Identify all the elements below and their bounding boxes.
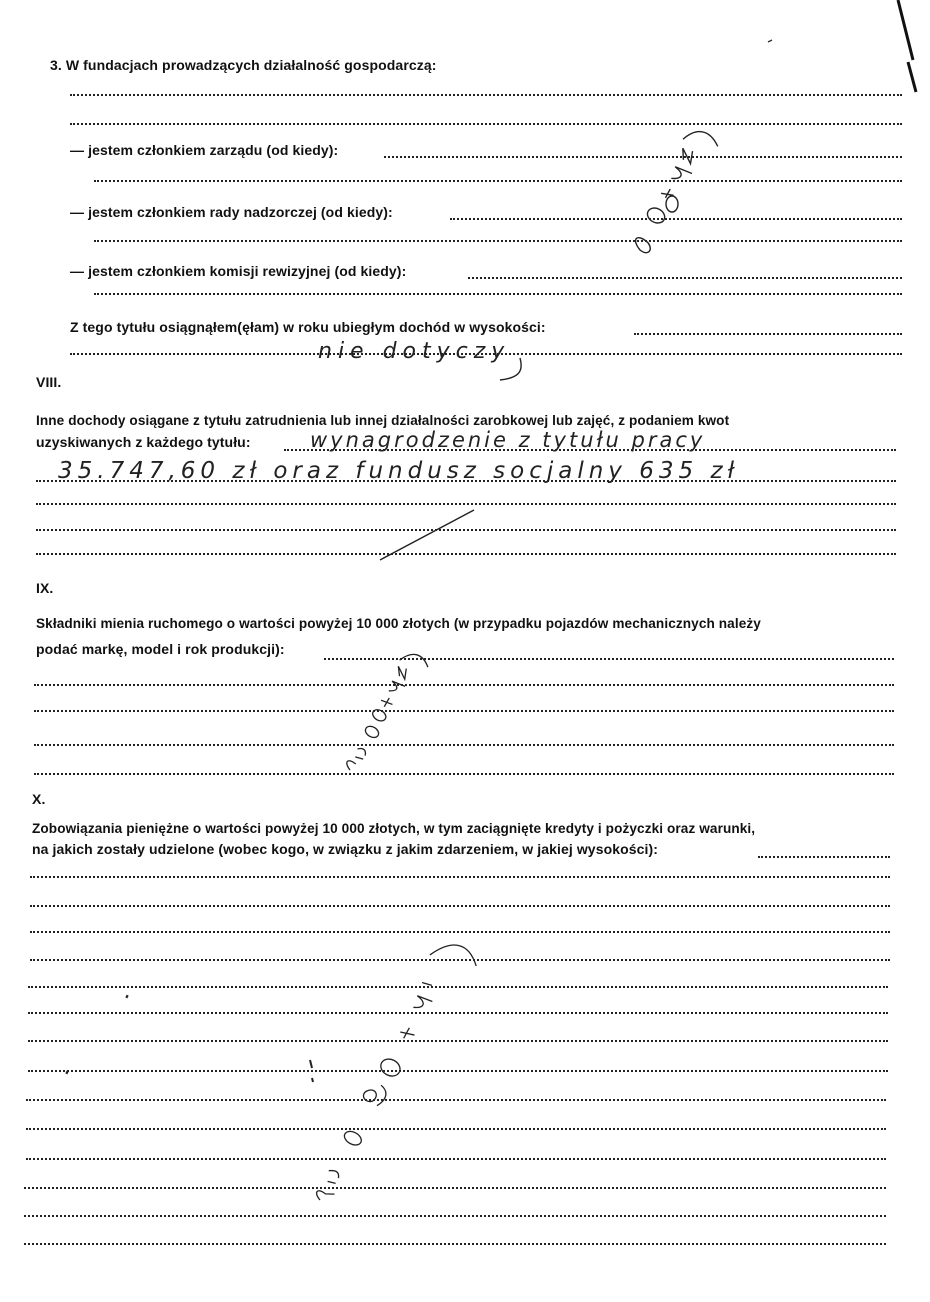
answer-line [24,1215,886,1217]
answer-line [28,1040,888,1042]
answer-line [70,123,902,125]
handwritten-employment-line2: 35.747,60 zł oraz fundusz socjalny 635 zł [58,458,740,484]
answer-line [324,658,894,660]
audit-committee-label: — jestem członkiem komisji rewizyjnej (od kiedy): [70,263,407,279]
answer-line [26,1158,886,1160]
answer-line [70,94,902,96]
answer-line [384,156,902,158]
answer-line [450,218,902,220]
answer-line [30,876,890,878]
answer-line [26,1128,886,1130]
section8-text-line1: Inne dochody osiągane z tytułu zatrudnienia lub innej działalności zarobkowej lub zajęć, z podaniem kwot [36,413,730,428]
section9-text-line1: Składniki mienia ruchomego o wartości powyżej 10 000 złotych (w przypadku pojazdów mechanicznych należy [36,616,761,631]
answer-line [36,480,896,482]
answer-line [468,277,902,279]
answer-line [94,293,902,295]
handwritten-employment-line1: wynagrodzenie z tytułu pracy [310,428,706,452]
answer-line [30,931,890,933]
supervisory-board-label: — jestem członkiem rady nadzorczej (od kiedy): [70,204,393,220]
section3-heading: 3. W fundacjach prowadzących działalność gospodarczą: [50,57,437,73]
answer-line [758,856,890,858]
answer-line [30,959,890,961]
section9-text-line2: podać markę, model i rok produkcji): [36,641,285,657]
answer-line [36,529,896,531]
section9-numeral: IX. [36,580,54,596]
answer-line [24,1187,886,1189]
answer-line [34,744,894,746]
answer-line [70,353,902,355]
answer-line [24,1243,886,1245]
answer-line [34,710,894,712]
answer-line [36,503,896,505]
answer-line [94,180,902,182]
section10-numeral: X. [32,791,46,807]
section8-numeral: VIII. [36,374,62,390]
board-member-label: — jestem członkiem zarządu (od kiedy): [70,142,339,158]
answer-line [634,333,902,335]
section8-text-line2: uzyskiwanych z każdego tytułu: [36,434,251,450]
answer-line [284,449,896,451]
answer-line [36,553,896,555]
answer-line [28,1070,888,1072]
answer-line [94,240,902,242]
answer-line [34,773,894,775]
answer-line [28,986,888,988]
answer-line [26,1099,886,1101]
handwritten-income-answer: nie dotyczy [318,339,511,364]
section10-text-line1: Zobowiązania pieniężne o wartości powyżej 10 000 złotych, w tym zaciągnięte kredyty i pożyczki oraz warunki, [32,821,756,836]
section10-text-line2: na jakich zostały udzielone (wobec kogo, w związku z jakim zdarzeniem, w jakiej wysokości): [32,841,659,857]
income-label: Z tego tytułu osiągnąłem(ęłam) w roku ubiegłym dochód w wysokości: [70,319,546,335]
answer-line [28,1012,888,1014]
answer-line [30,905,890,907]
answer-line [34,684,894,686]
